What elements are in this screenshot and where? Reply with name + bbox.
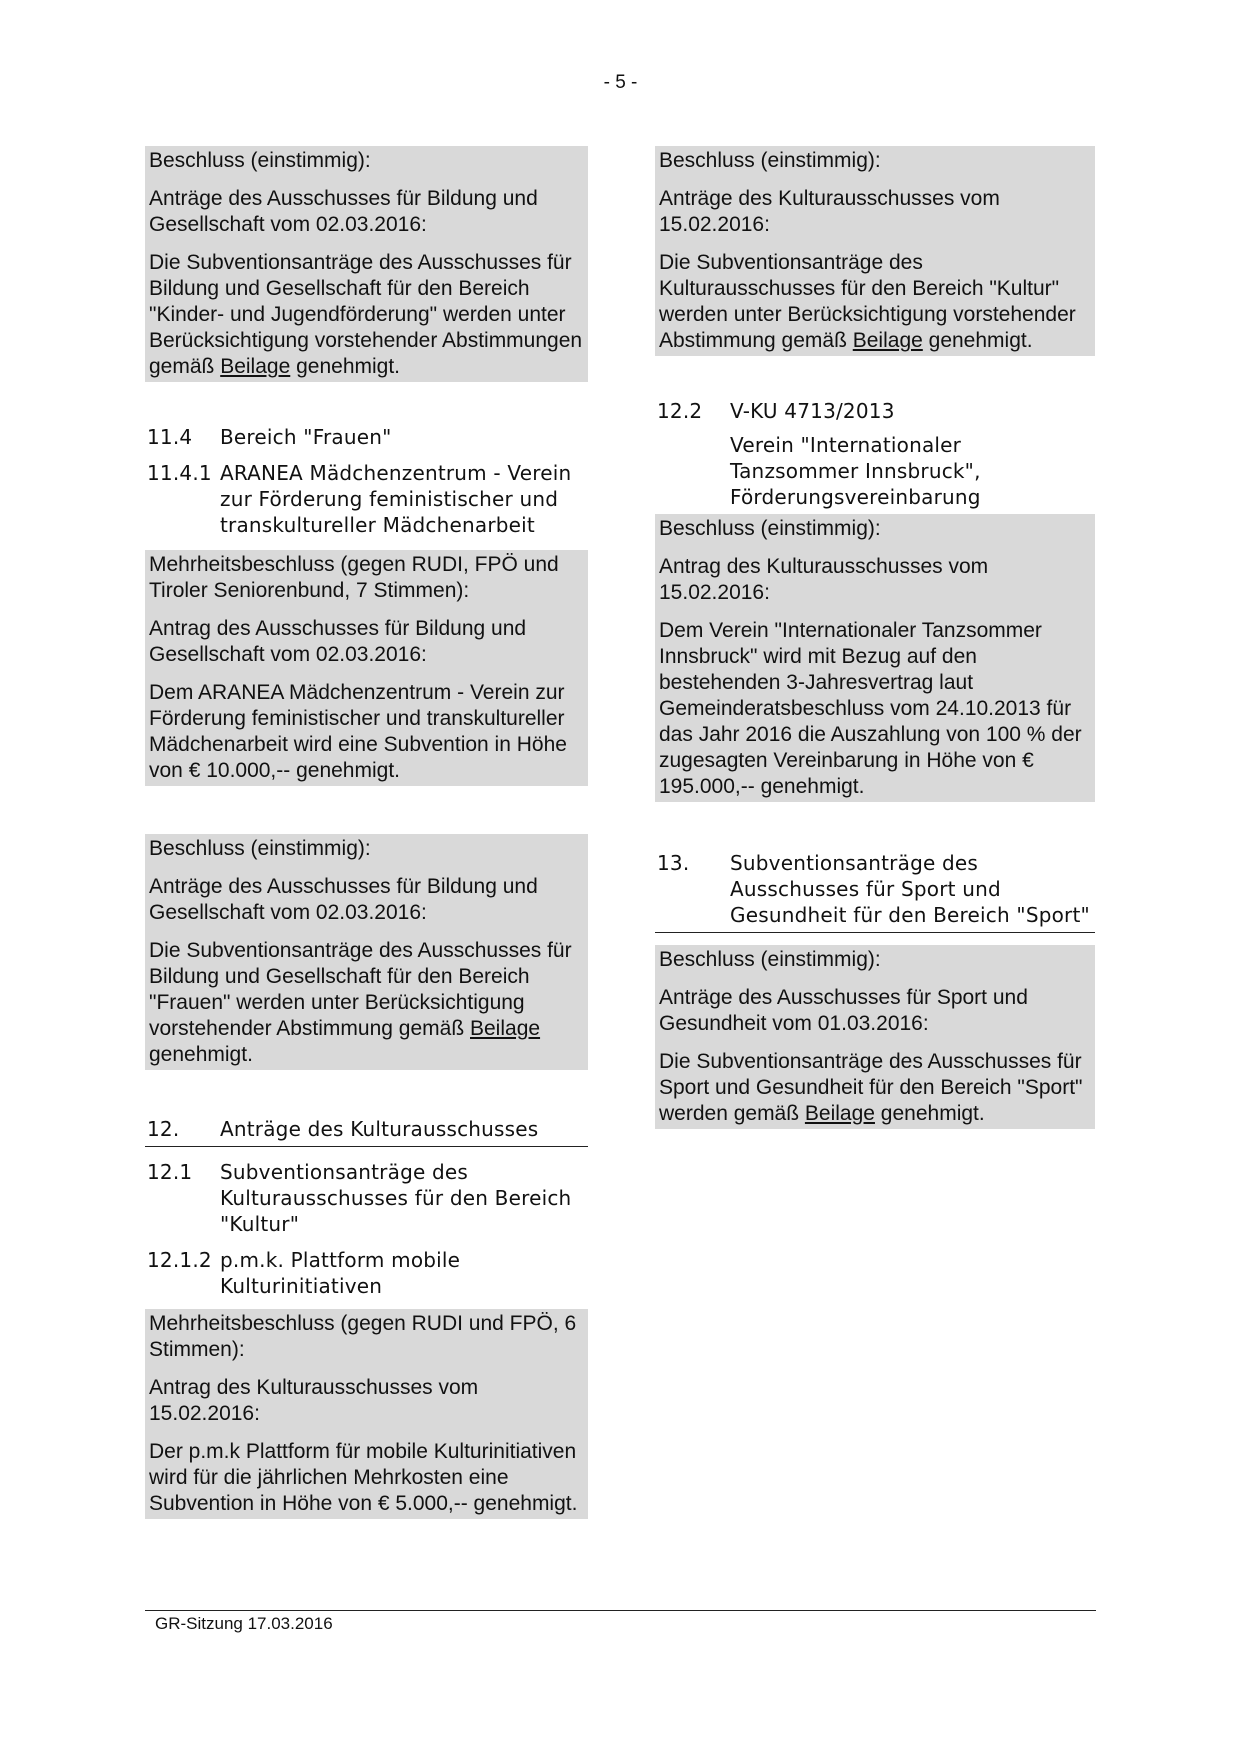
section-heading — [655, 850, 1095, 933]
section-subtitle: Verein "Internationaler Tanzsommer Innsbruck", Förderungsvereinbarung — [730, 433, 981, 509]
section-number: 11.4.1 — [147, 461, 212, 485]
resolution-text: Dem ARANEA Mädchenzentrum - Verein zur Förderung feministischer und transkultureller Mädchenarbeit wird eine Subvention in Höhe von € 10.000,-- genehmigt. — [149, 681, 567, 782]
resolution-subtitle: Antrag des Kulturausschusses vom 15.02.2016: — [149, 1376, 479, 1425]
beilage-link[interactable]: Beilage — [804, 1102, 875, 1125]
resolution-title: Mehrheitsbeschluss (gegen RUDI, FPÖ und Tiroler Seniorenbund, 7 Stimmen): — [149, 553, 559, 602]
section-heading — [145, 1116, 588, 1147]
beilage-link[interactable]: Beilage — [470, 1017, 541, 1040]
resolution-title: Beschluss (einstimmig): — [659, 948, 881, 971]
resolution-subtitle: Antrag des Kulturausschusses vom 15.02.2016: — [659, 555, 989, 604]
resolution-title: Beschluss (einstimmig): — [659, 517, 881, 540]
section-number: 12. — [147, 1117, 180, 1141]
resolution-subtitle: Anträge des Ausschusses für Bildung und Gesellschaft vom 02.03.2016: — [149, 875, 538, 924]
resolution-title: Beschluss (einstimmig): — [149, 837, 371, 860]
section-number: 13. — [657, 851, 690, 875]
beilage-link[interactable]: Beilage — [220, 355, 291, 378]
left-column — [145, 146, 588, 1519]
resolution-box — [145, 1309, 588, 1519]
resolution-subtitle: Anträge des Kulturausschusses vom 15.02.2016: — [659, 187, 1000, 236]
right-column — [655, 146, 1095, 1129]
resolution-text: Die Subventionsanträge des Kulturausschusses für den Bereich "Kultur" werden unter Berücksichtigung vorstehender Abstimmung gemäß Beilage genehmigt. — [659, 251, 1076, 352]
section-heading — [145, 1159, 588, 1237]
resolution-text: Die Subventionsanträge des Ausschusses für Sport und Gesundheit für den Bereich "Sport" werden gemäß Beilage genehmigt. — [659, 1050, 1083, 1125]
resolution-text: Dem Verein "Internationaler Tanzsommer Innsbruck" wird mit Bezug auf den bestehenden 3-Jahresvertrag laut Gemeinderatsbeschluss vom 24.10.2013 für das Jahr 2016 die Auszahlung von 100 % der zugesagten Vereinbarung in Höhe von € 195.000,-- genehmigt. — [659, 619, 1082, 798]
section-number: 11.4 — [147, 425, 193, 449]
page-number: - 5 - — [603, 72, 638, 93]
resolution-text: Der p.m.k Plattform für mobile Kulturinitiativen wird für die jährlichen Mehrkosten eine Subvention in Höhe von € 5.000,-- genehmigt. — [149, 1440, 578, 1515]
resolution-title: Mehrheitsbeschluss (gegen RUDI und FPÖ, 6 Stimmen): — [149, 1312, 577, 1361]
resolution-box — [655, 945, 1095, 1129]
resolution-title: Beschluss (einstimmig): — [659, 149, 881, 172]
section-title: p.m.k. Plattform mobile Kulturinitiativen — [220, 1248, 461, 1298]
section-number: 12.2 — [657, 399, 703, 423]
section-title: Bereich "Frauen" — [220, 425, 392, 449]
file-number: V-KU 4713/2013 — [730, 399, 895, 423]
section-title: Subventionsanträge des Ausschusses für Sport und Gesundheit für den Bereich "Sport" — [730, 851, 1090, 927]
footer-session-date: GR-Sitzung 17.03.2016 — [155, 1614, 333, 1633]
footer-divider — [145, 1610, 1096, 1611]
section-title: Subventionsanträge des Kulturausschusses für den Bereich "Kultur" — [220, 1160, 572, 1236]
resolution-box — [145, 550, 588, 786]
resolution-box — [145, 146, 588, 382]
beilage-link[interactable]: Beilage — [852, 329, 923, 352]
resolution-subtitle: Anträge des Ausschusses für Bildung und Gesellschaft vom 02.03.2016: — [149, 187, 538, 236]
section-number: 12.1 — [147, 1160, 193, 1184]
section-title: ARANEA Mädchenzentrum - Verein zur Förderung feministischer und transkultureller Mädchenarbeit — [220, 461, 572, 537]
resolution-box — [655, 514, 1095, 802]
resolution-box — [655, 146, 1095, 356]
section-heading — [145, 424, 588, 450]
resolution-box — [145, 834, 588, 1070]
section-heading — [145, 1247, 588, 1299]
section-title: Anträge des Kulturausschusses — [220, 1117, 539, 1141]
resolution-title: Beschluss (einstimmig): — [149, 149, 371, 172]
section-title — [730, 398, 1095, 510]
resolution-subtitle: Anträge des Ausschusses für Sport und Gesundheit vom 01.03.2016: — [659, 986, 1028, 1035]
section-heading — [655, 398, 1095, 510]
section-number: 12.1.2 — [147, 1248, 212, 1272]
resolution-subtitle: Antrag des Ausschusses für Bildung und Gesellschaft vom 02.03.2016: — [149, 617, 527, 666]
resolution-text: Die Subventionsanträge des Ausschusses für Bildung und Gesellschaft für den Bereich "Kinder- und Jugendförderung" werden unter Berücksichtigung vorstehender Abstimmungen gemäß Beilage genehmigt. — [149, 251, 583, 378]
section-heading — [145, 460, 588, 538]
resolution-text: Die Subventionsanträge des Ausschusses für Bildung und Gesellschaft für den Bereich "Frauen" werden unter Berücksichtigung vorstehender Abstimmung gemäß Beilage genehmigt. — [149, 939, 572, 1066]
